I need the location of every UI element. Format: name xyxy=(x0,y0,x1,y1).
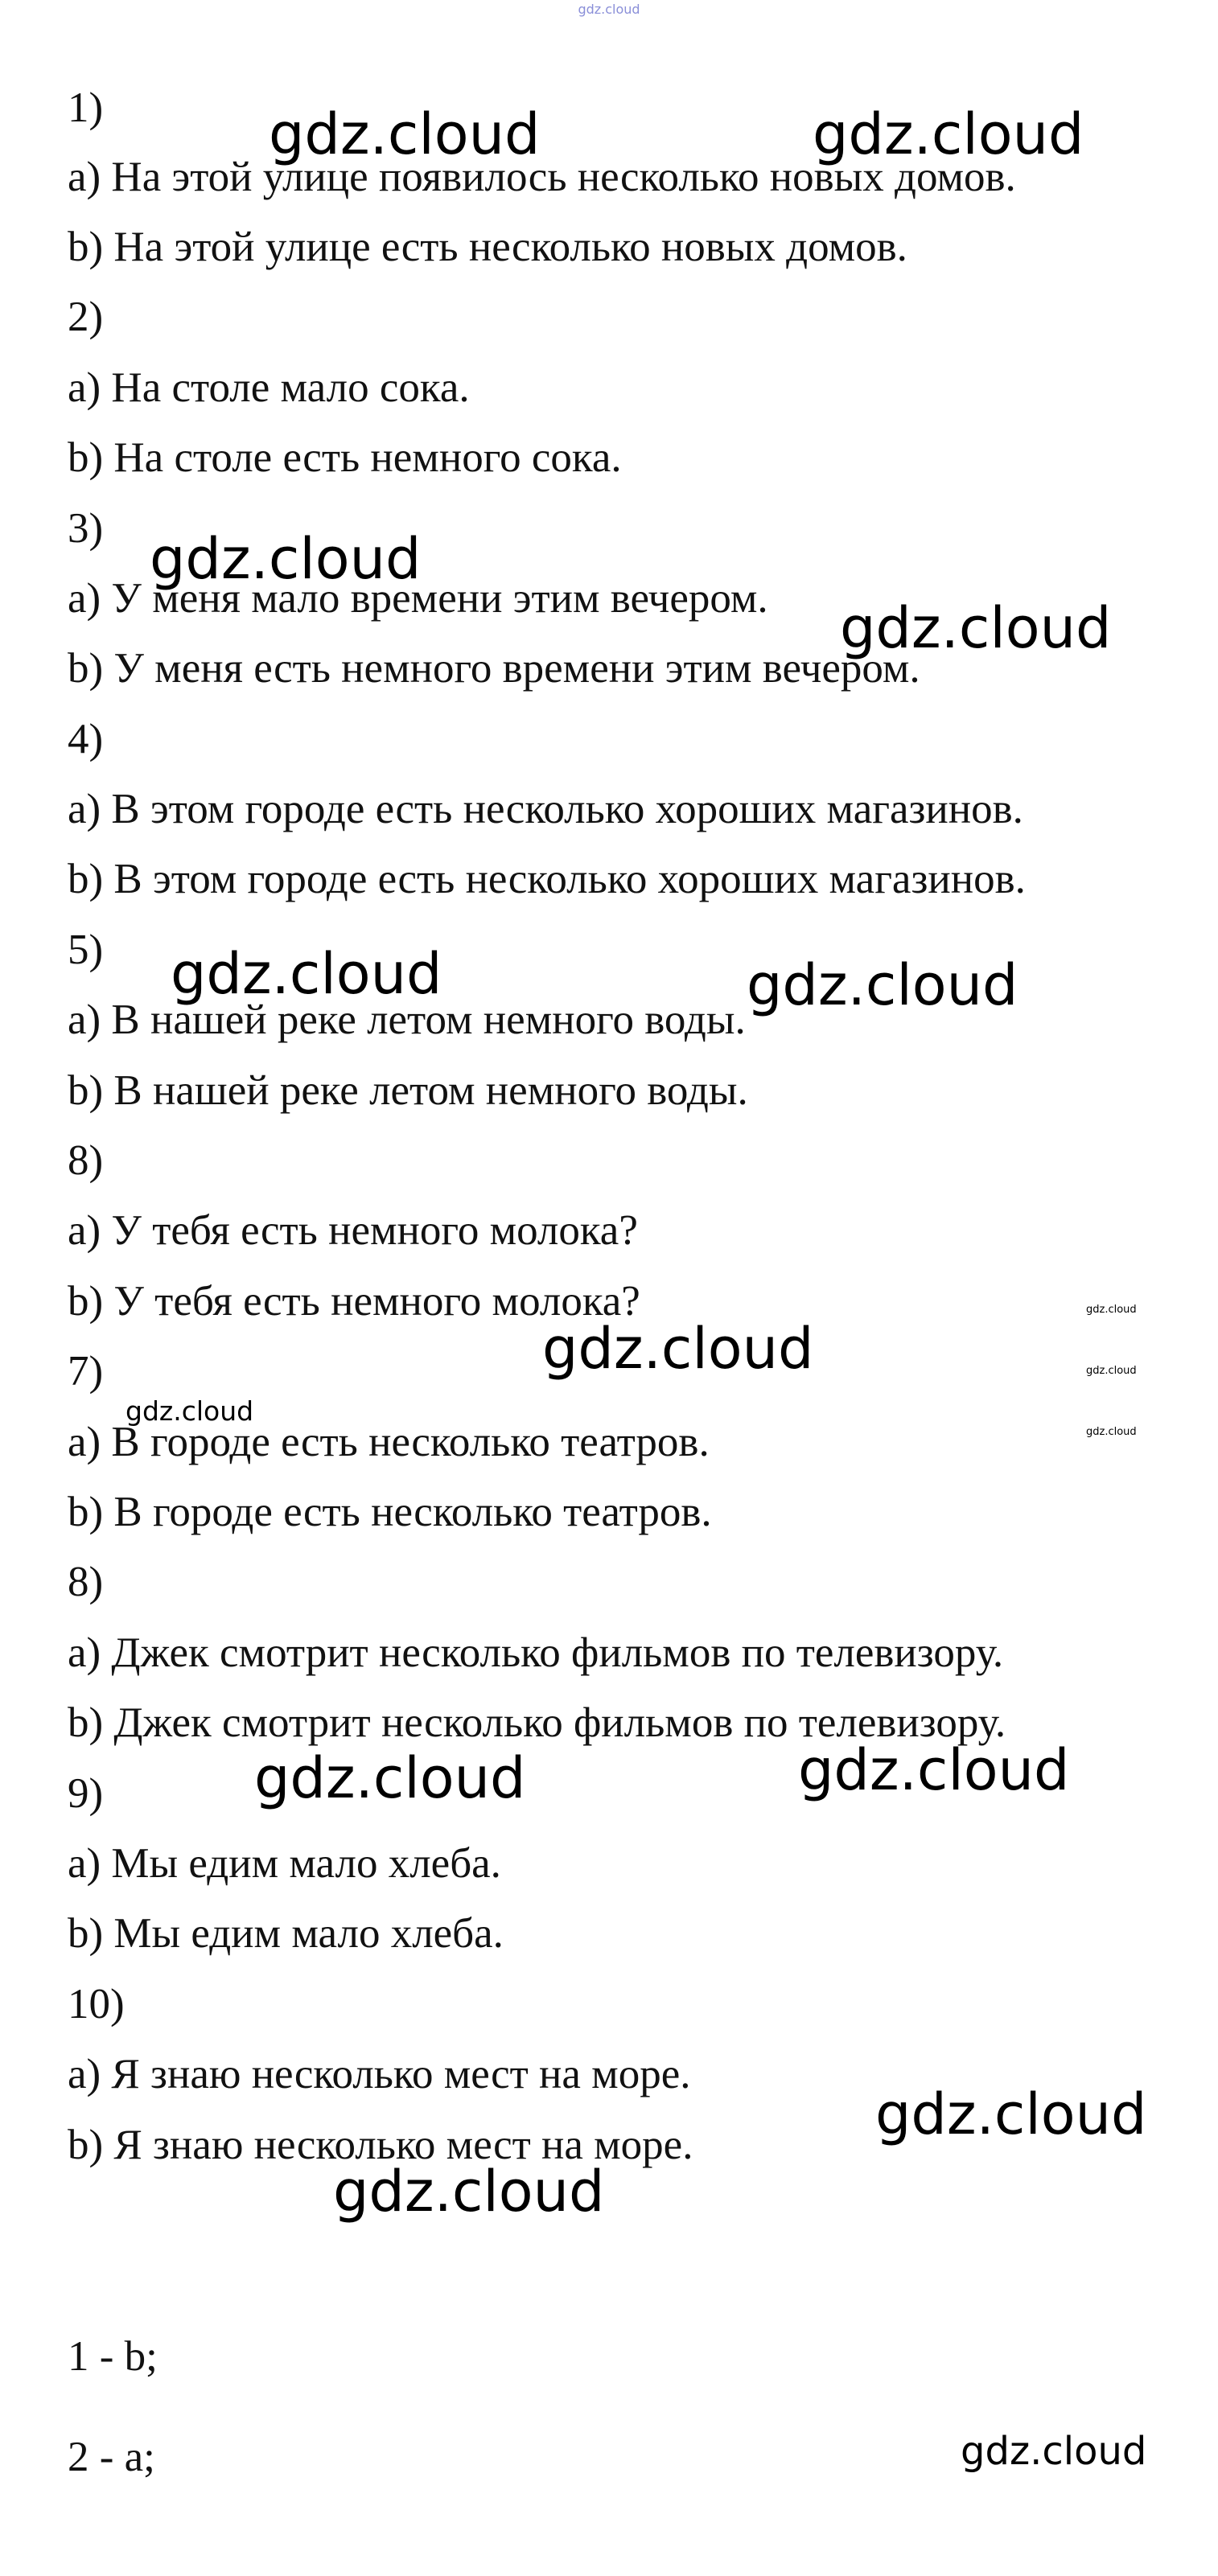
watermark: gdz.cloud xyxy=(126,1395,254,1427)
item-number: 8) xyxy=(68,1137,104,1184)
item-number: 8) xyxy=(68,1559,104,1605)
watermark: gdz.cloud xyxy=(150,526,422,592)
watermark: gdz.cloud xyxy=(840,595,1112,661)
sentence-a: a) Мы едим мало хлеба. xyxy=(68,1840,501,1887)
watermark: gdz.cloud xyxy=(333,2159,605,2225)
watermark: gdz.cloud xyxy=(1086,1304,1137,1316)
watermark: gdz.cloud xyxy=(542,1316,814,1382)
watermark: gdz.cloud xyxy=(1086,1426,1137,1438)
sentence-b: b) У меня есть немного времени этим вечером. xyxy=(68,645,920,692)
sentence-a: a) На столе мало сока. xyxy=(68,364,470,411)
watermark: gdz.cloud xyxy=(875,2081,1147,2147)
item-number: 3) xyxy=(68,505,104,552)
sentence-a: a) У тебя есть немного молока? xyxy=(68,1207,638,1254)
sentence-a: a) В нашей реке летом немного воды. xyxy=(68,996,746,1043)
sentence-b: b) В нашей реке летом немного воды. xyxy=(68,1067,748,1114)
site-mark: gdz.cloud xyxy=(578,2,640,17)
watermark: gdz.cloud xyxy=(269,101,541,167)
watermark: gdz.cloud xyxy=(747,952,1018,1018)
sentence-b: b) Я знаю несколько мест на море. xyxy=(68,2122,693,2168)
item-number: 10) xyxy=(68,1981,125,2028)
sentence-a: a) На этой улице появилось несколько новых домов. xyxy=(68,154,1016,200)
item-number: 1) xyxy=(68,84,104,131)
sentence-b: b) В городе есть несколько театров. xyxy=(68,1489,712,1535)
item-number: 5) xyxy=(68,926,104,973)
item-number: 4) xyxy=(68,716,104,762)
sentence-a: a) В городе есть несколько театров. xyxy=(68,1419,710,1465)
sentence-b: b) На этой улице есть несколько новых домов. xyxy=(68,224,907,270)
answer-line: 2 - a; xyxy=(68,2434,155,2480)
sentence-a: a) В этом городе есть несколько хороших магазинов. xyxy=(68,786,1023,832)
watermark: gdz.cloud xyxy=(1086,1365,1137,1377)
watermark: gdz.cloud xyxy=(961,2429,1147,2474)
item-number: 7) xyxy=(68,1348,104,1395)
sentence-b: b) Джек смотрит несколько фильмов по телевизору. xyxy=(68,1699,1006,1746)
sentence-b: b) На столе есть немного сока. xyxy=(68,434,622,481)
answer-line: 1 - b; xyxy=(68,2333,158,2380)
sentence-a: a) Джек смотрит несколько фильмов по телевизору. xyxy=(68,1629,1004,1676)
sentence-a: a) У меня мало времени этим вечером. xyxy=(68,575,768,622)
watermark: gdz.cloud xyxy=(798,1737,1070,1803)
watermark: gdz.cloud xyxy=(813,101,1084,167)
item-number: 9) xyxy=(68,1770,104,1817)
sentence-b: b) Мы едим мало хлеба. xyxy=(68,1910,504,1957)
watermark: gdz.cloud xyxy=(254,1745,526,1811)
sentence-a: a) Я знаю несколько мест на море. xyxy=(68,2051,691,2097)
sentence-b: b) У тебя есть немного молока? xyxy=(68,1278,640,1325)
watermark: gdz.cloud xyxy=(171,941,442,1007)
sentence-b: b) В этом городе есть несколько хороших магазинов. xyxy=(68,856,1026,902)
item-number: 2) xyxy=(68,294,104,340)
